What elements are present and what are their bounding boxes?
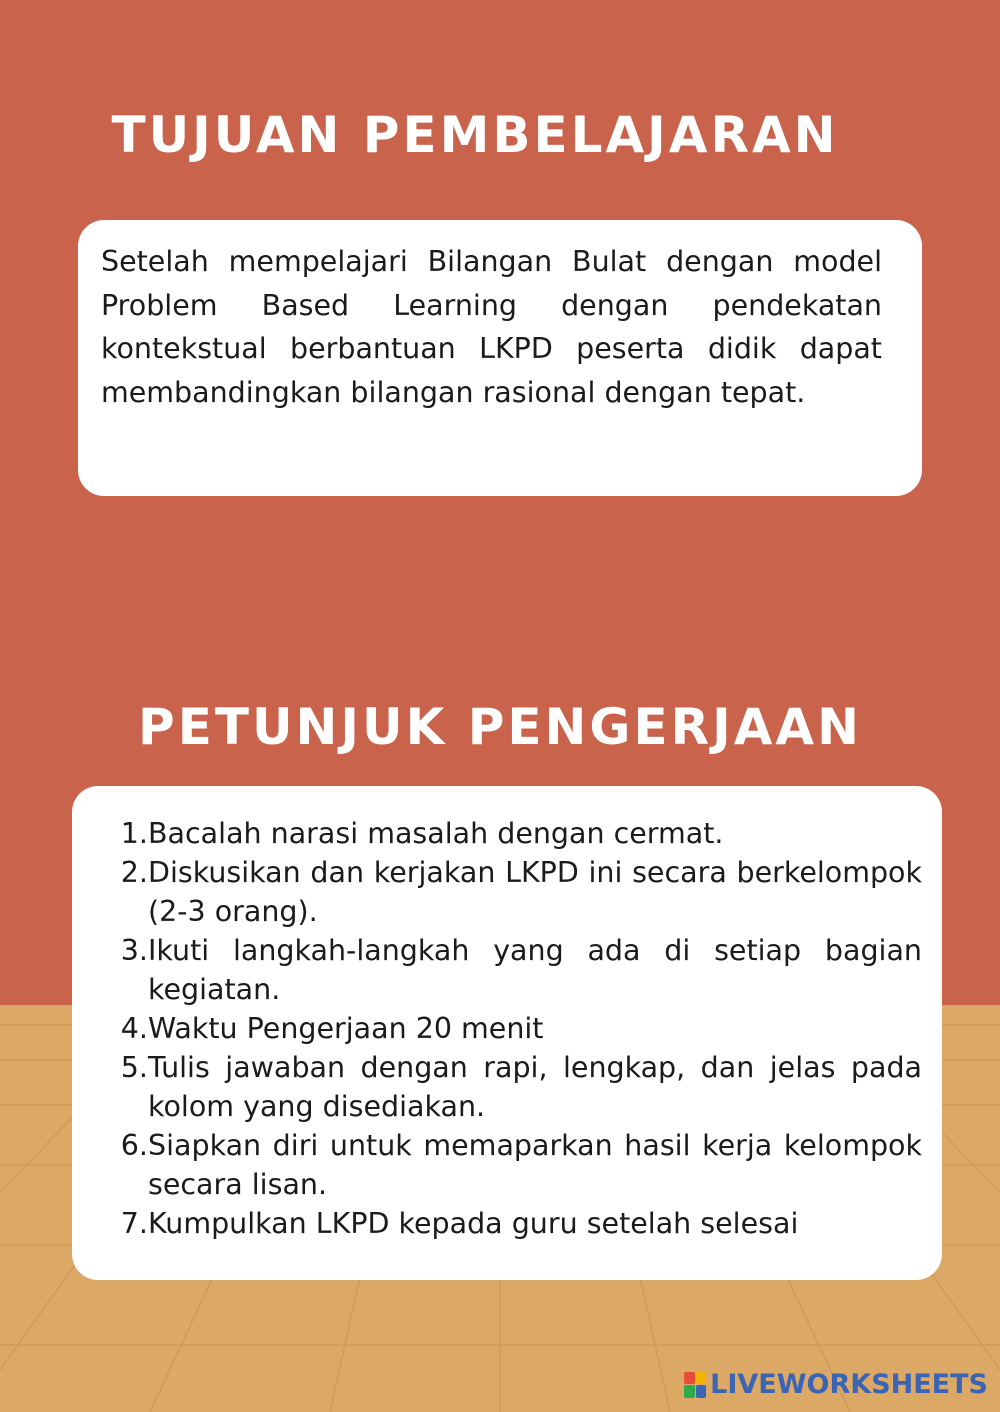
objective-text: Setelah mempelajari Bilangan Bulat dengan model Problem Based Learning dengan pendekatan kontekstual berbantuan LKPD peserta didik dapat membandingkan bilangan rasional dengan tepat. — [101, 245, 882, 409]
step-number: 5. — [120, 1051, 148, 1084]
step-text: Bacalah narasi masalah dengan cermat. — [148, 817, 724, 850]
step-number: 3. — [120, 934, 148, 967]
step-text: Ikuti langkah-langkah yang ada di setiap bagian kegiatan. — [148, 934, 922, 1006]
step-number: 6. — [120, 1129, 148, 1162]
list-item — [114, 1048, 922, 1126]
step-number: 4. — [120, 1012, 148, 1045]
step-text: Tulis jawaban dengan rapi, lengkap, dan jelas pada kolom yang disediakan. — [148, 1051, 922, 1123]
step-text: Siapkan diri untuk memaparkan hasil kerja kelompok secara lisan. — [148, 1129, 922, 1201]
step-number: 7. — [120, 1207, 148, 1240]
step-text: Kumpulkan LKPD kepada guru setelah selesai — [148, 1207, 799, 1240]
section-title-petunjuk: PETUNJUK PENGERJAAN — [138, 698, 862, 756]
step-number: 1. — [120, 817, 148, 850]
list-item — [114, 1204, 922, 1243]
instructions-card — [72, 786, 942, 1280]
liveworksheets-logo-icon — [684, 1372, 706, 1398]
list-item — [114, 1009, 922, 1048]
list-item — [114, 1126, 922, 1204]
brand-wordmark: LIVEWORKSHEETS — [710, 1369, 988, 1400]
liveworksheets-brand[interactable] — [684, 1369, 988, 1400]
list-item — [114, 814, 922, 853]
list-item — [114, 931, 922, 1009]
section-title-tujuan: TUJUAN PEMBELAJARAN — [111, 106, 839, 164]
step-text: Diskusikan dan kerjakan LKPD ini secara berkelompok (2-3 orang). — [148, 856, 922, 928]
instructions-list — [114, 814, 922, 1243]
objective-card — [78, 220, 922, 496]
list-item — [114, 853, 922, 931]
step-text: Waktu Pengerjaan 20 menit — [148, 1012, 544, 1045]
step-number: 2. — [120, 856, 148, 889]
